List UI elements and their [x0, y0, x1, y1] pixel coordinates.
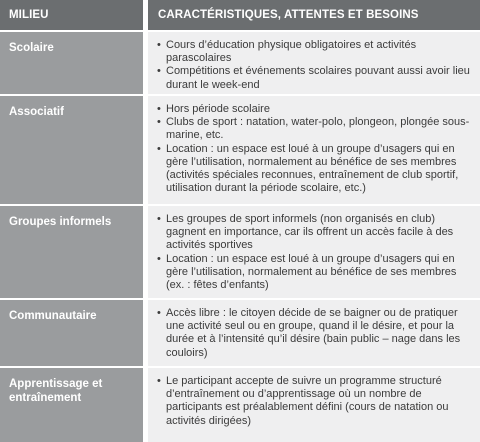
list-item: • Compétitions et événements scolaires pouvant aussi avoir lieu durant le week-end: [157, 65, 470, 91]
category-associatif: [0, 96, 143, 204]
bullet-icon: •: [157, 65, 161, 78]
list-item: • Location : un espace est loué à un groupe d’usagers qui en gère l’utilisation, normalement au bénéfice de ses membres (activités spéciales reconnues, entraînement de club sportif, utilisation durant la période scolaire, etc.): [157, 142, 459, 195]
item-list: [157, 213, 470, 292]
category-groupes-informels: [0, 206, 143, 298]
category-scolaire: [0, 32, 143, 94]
header-milieu: MILIEU: [0, 0, 143, 30]
bullet-icon: •: [157, 252, 161, 265]
category-apprentissage: [0, 368, 143, 442]
description-scolaire: [148, 32, 480, 94]
item-list: [157, 307, 470, 360]
description-communautaire: [148, 300, 480, 366]
item-list: [157, 103, 470, 195]
category-label: Communautaire: [9, 310, 97, 322]
bullet-icon: •: [157, 213, 161, 225]
item-list: [157, 375, 470, 428]
description-apprentissage: [148, 368, 480, 442]
list-item: • Le participant accepte de suivre un programme structuré d’entraînement ou d’apprentissage où un nombre de participants est préalablement défini (cours de natation ou activités dirigées): [157, 375, 449, 427]
list-item: • Clubs de sport : natation, water-polo, plongeon, plongée sous-marine, etc.: [157, 116, 470, 142]
bullet-icon: •: [157, 116, 161, 129]
description-groupes-informels: [148, 206, 480, 298]
category-label: Groupes informels: [9, 216, 112, 228]
bullet-icon: •: [157, 375, 161, 387]
category-communautaire: [0, 300, 143, 366]
bullet-icon: •: [157, 103, 161, 115]
category-label: Scolaire: [9, 42, 54, 54]
list-item: • Hors période scolaire: [157, 103, 270, 115]
bullet-icon: •: [157, 39, 161, 51]
category-label: Associatif: [9, 106, 64, 118]
list-item: • Location : un espace est loué à un groupe d’usagers qui en gère l’utilisation, normalement au bénéfice de ses membres (ex. : fêtes d’enfants): [157, 252, 457, 292]
list-item: • Les groupes de sport informels (non organisés en club) gagnent en importance, car ils offrent un accès facile à des activités sportives: [157, 213, 454, 252]
bullet-icon: •: [157, 142, 161, 155]
bullet-icon: •: [157, 307, 161, 319]
description-associatif: [148, 96, 480, 204]
category-label: Apprentissage et entraînement: [9, 378, 103, 404]
header-caracteristiques: CARACTÉRISTIQUES, ATTENTES ET BESOINS: [148, 0, 480, 30]
item-list: [157, 39, 470, 92]
list-item: • Cours d’éducation physique obligatoires et activités parascolaires: [157, 39, 417, 65]
list-item: • Accès libre : le citoyen décide de se baigner ou de pratiquer une activité seul ou en groupe, quand il le désire, et pour la durée et à l’intensité qu’il désire (bain public – nage dans les couloirs): [157, 307, 461, 359]
